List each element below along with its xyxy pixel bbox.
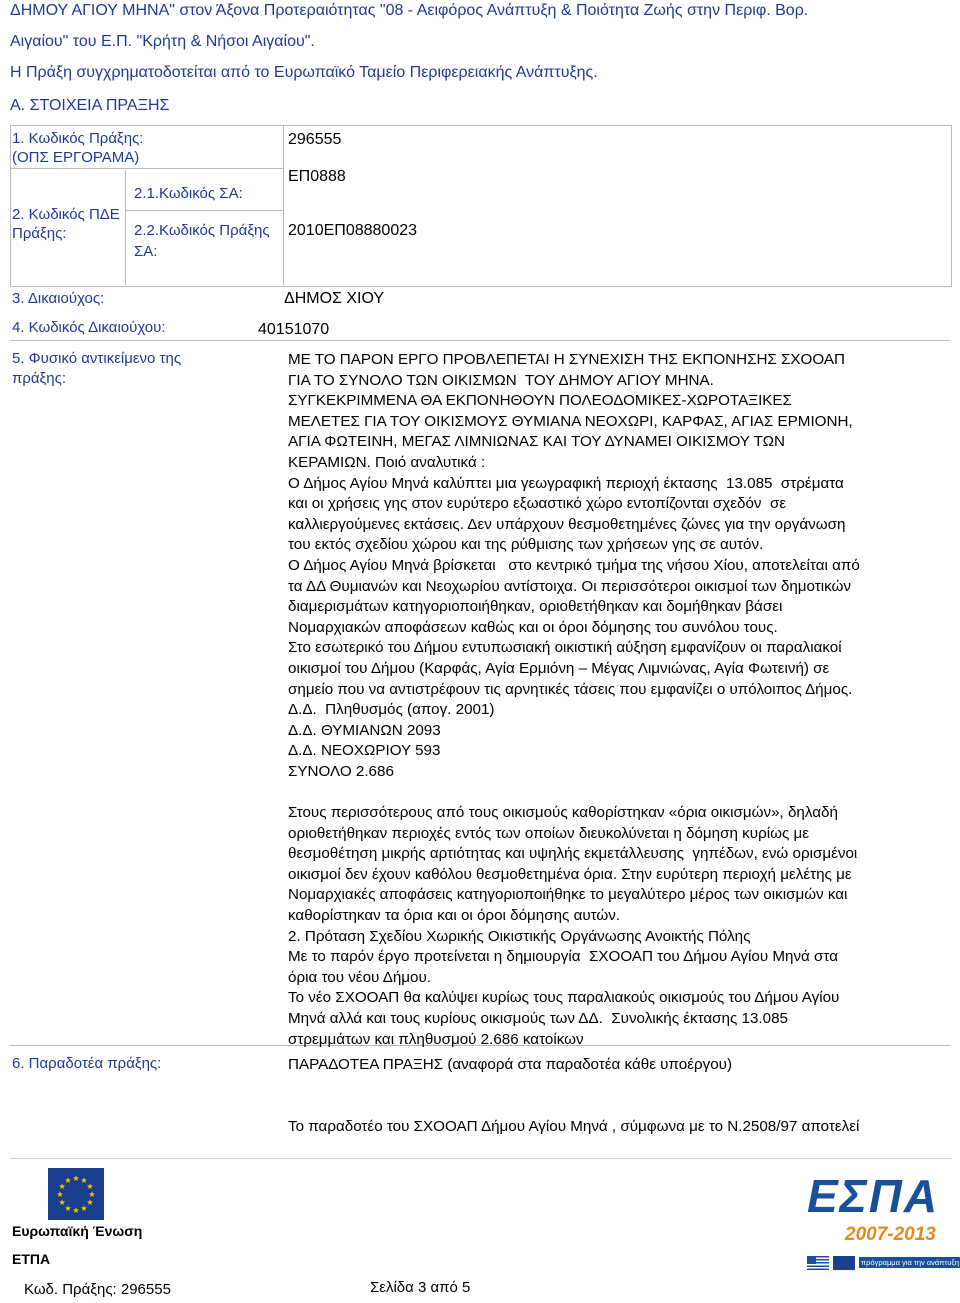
eu-star-icon: ★ (88, 1190, 96, 1199)
table-divider (125, 170, 126, 285)
table-divider (10, 168, 284, 169)
table-divider (10, 340, 950, 341)
eu-flag-logo (48, 1168, 104, 1220)
object-label-sub: πράξης: (12, 370, 67, 387)
sa-action-label-sub: ΣΑ: (134, 243, 158, 260)
sa-code-label: 2.1.Κωδικός ΣΑ: (134, 185, 243, 202)
fields-table-border (10, 125, 952, 287)
pde-label-sub: Πράξης: (12, 225, 67, 242)
deliverables-label: 6. Παραδοτέα πράξης: (12, 1055, 162, 1072)
eu-mini-flag-icon (833, 1256, 855, 1270)
sa-action-value: 2010ΕΠ08880023 (288, 222, 418, 239)
pde-label: 2. Κωδικός ΠΔΕ (12, 206, 120, 223)
espa-logo-text: ΕΣΠΑ (807, 1170, 940, 1222)
eu-star-icon: ★ (72, 1206, 80, 1215)
deliverables-text: Το παραδοτέο του ΣΧΟΟΑΠ Δήμου Αγίου Μηνά , σύμφωνα με το Ν.2508/97 αποτελεί (288, 1118, 860, 1135)
table-divider (283, 125, 284, 285)
eu-star-icon: ★ (64, 1203, 72, 1213)
eu-star-icon: ★ (72, 1174, 80, 1183)
footer-divider (10, 1158, 952, 1159)
espa-logo (805, 1170, 960, 1292)
table-divider (125, 210, 284, 211)
header-line-3: Η Πράξη συγχρηματοδοτείται από το Ευρωπαϊκό Ταμείο Περιφερειακής Ανάπτυξης. (10, 64, 598, 81)
beneficiary-code-label: 4. Κωδικός Δικαιούχου: (12, 319, 166, 336)
object-description-continued: Στους περισσότερους από τους οικισμούς καθορίστηκαν «όρια οικισμών», δηλαδή οριοθετήθηκαν περιοχές εντός των οποίων διευκολύνεται η δόμηση κυρίως με θεσμοθέτηση μικρής αρτιότητας και υψηλής εκμετάλλευσης γηπέδων, ενώ ορισμένοι οικισμοί δεν έχουν καθόλου θεσμοθετημένα όρια. Στην ευρύτερη περιοχή μελέτης με Νομαρχιακές αποφάσεις κατηγοριοποιήθηκε το μεγαλύτερο μέρος των οικισμών και καθορίστηκαν τα όρια και οι όροι δόμησης αυτών. 2. Πρόταση Σχεδίου Χωρικής Οικιστικής Οργάνωσης Ανοικτής Πόλης Με το παρόν έργο προτείνεται η δημιουργία ΣΧΟΟΑΠ του Δήμου Αγίου Μηνά στα όρια του νέου Δήμου. Το νέο ΣΧΟΟΑΠ θα καλύψει κυρίως τους παραλιακούς οικισμούς του Δήμου Αγίου Μηνά αλλά και τους κυρίους οικισμούς των ΔΔ. Συνολικής έκτασης 13.085 στρεμμάτων και πληθυσμού 2.686 κατοίκων (288, 804, 858, 1048)
eu-star-icon: ★ (58, 1182, 66, 1191)
eu-star-icon: ★ (86, 1198, 94, 1207)
section-title: Α. ΣΤΟΙΧΕΙΑ ΠΡΑΞΗΣ (10, 97, 170, 114)
fund-label: ΕΤΠΑ (12, 1251, 51, 1267)
espa-years: 2007-2013 (845, 1224, 936, 1245)
greek-flag-icon (807, 1256, 829, 1270)
beneficiary-label: 3. Δικαιούχος: (12, 290, 105, 307)
eu-star-icon: ★ (64, 1176, 72, 1186)
header-line-2: Αιγαίου" του Ε.Π. "Κρήτη & Νήσοι Αιγαίου". (10, 33, 315, 50)
beneficiary-code-value: 40151070 (258, 321, 330, 338)
sa-code-value: ΕΠ0888 (288, 168, 346, 185)
deliverables-value: ΠΑΡΑΔΟΤΕΑ ΠΡΑΞΗΣ (αναφορά στα παραδοτέα κάθε υποέργου) (288, 1056, 733, 1073)
code-label-sub: (ΟΠΣ ΕΡΓΟΡΑΜΑ) (12, 149, 140, 166)
header-line-1: ΔΗΜΟΥ ΑΓΙΟΥ ΜΗΝΑ" στον Άξονα Προτεραιότητας "08 - Αειφόρος Ανάπτυξη & Ποιότητα Ζωής στην Περιφ. Βορ. (10, 2, 809, 19)
eu-star-icon: ★ (80, 1176, 88, 1186)
beneficiary-value: ΔΗΜΟΣ ΧΙΟΥ (284, 290, 385, 307)
code-value: 296555 (288, 131, 342, 148)
footer-action-code: Κωδ. Πράξης: 296555 (24, 1281, 171, 1298)
eu-star-icon: ★ (86, 1182, 94, 1191)
eu-star-icon: ★ (56, 1190, 64, 1199)
sa-action-label: 2.2.Κωδικός Πράξης (134, 222, 270, 239)
code-label: 1. Κωδικός Πράξης: (12, 130, 144, 147)
object-label: 5. Φυσικό αντικείμενο της (12, 350, 182, 367)
footer-page-number: Σελίδα 3 από 5 (370, 1279, 471, 1296)
object-description: ΜΕ ΤΟ ΠΑΡΟΝ ΕΡΓΟ ΠΡΟΒΛΕΠΕΤΑΙ Η ΣΥΝΕΧΙΣΗ ΤΗΣ ΕΚΠΟΝΗΣΗΣ ΣΧΟΟΑΠ ΓΙΑ ΤΟ ΣΥΝΟΛΟ ΤΩΝ ΟΙΚΙΣΜΩΝ ΤΟΥ ΔΗΜΟΥ ΑΓΙΟΥ ΜΗΝΑ. ΣΥΓΚΕΚΡΙΜΜΕΝΑ ΘΑ ΕΚΠΟΝΗΘΟΥΝ ΠΟΛΕΟΔΟΜΙΚΕΣ-ΧΩΡΟΤΑΞΙΚΕΣ ΜΕΛΕΤΕΣ ΓΙΑ ΤΟΥ ΟΙΚΙΣΜΟΥΣ ΘΥΜΙΑΝΑ ΝΕΟΧΩΡΙ, ΚΑΡΦΑΣ, ΑΓΙΑΣ ΕΡΜΙΟΝΗ, ΑΓΙΑ ΦΩΤΕΙΝΗ, ΜΕΓΑΣ ΛΙΜΝΙΩΝΑΣ ΚΑΙ ΤΟΥ ΔΥΝΑΜΕΙ ΟΙΚΙΣΜΟΥ ΤΩΝ ΚΕΡΑΜΙΩΝ. Ποιό αναλυτικά : Ο Δήμος Αγίου Μηνά καλύπτει μια γεωγραφική περιοχή έκτασης 13.085 στρέματα και οι χρήσεις γης στον ευρύτερο εξωαστικό χώρο εντοπίζονται σχεδόν σε καλλιεργούμενες εκτάσεις. Δεν υπάρχουν θεσμοθετημένες ζώνες για την οργάνωση του εκτός σχεδίου χώρου και της ρύθμισης των χρήσεων γης σε αυτόν. Ο Δήμος Αγίου Μηνά βρίσκεται στο κεντρικό τμήμα της νήσου Χίου, αποτελείται από τα ΔΔ Θυμιανών και Νεοχωρίου αντίστοιχα. Οι περισσότεροι οικισμοί των δημοτικών διαμερισμάτων κατηγοριοποιήθηκαν, οριοθετήθηκαν και δομήθηκαν βάσει Νομαρχιακών αποφάσεων καθώς και οι όροι δόμησης του συνόλου τους. Στο εσωτερικό του Δήμου εντυπωσιακή οικιστική αύξηση εμφανίζουν οι παραλιακοί οικισμοί του Δήμου (Καρφάς, Αγία Ερμιόνη – Μέγας Λιμνιώνας, Αγία Φωτεινή) σε σημείο που να αντιστρέφουν τις αρνητικές τάσεις που εμφανίζει ο υπόλοιπος Δήμος. Δ.Δ. Πληθυσμός (απογ. 2001) Δ.Δ. ΘΥΜΙΑΝΩΝ 2093 Δ.Δ. ΝΕΟΧΩΡΙΟΥ 593 ΣΥΝΟΛΟ 2.686 (288, 351, 860, 780)
eu-star-icon: ★ (58, 1198, 66, 1207)
eu-label: Ευρωπαϊκή Ένωση (12, 1223, 143, 1239)
eu-star-icon: ★ (80, 1203, 88, 1213)
espa-tagline: πρόγραμμα για την ανάπτυξη (861, 1258, 960, 1267)
